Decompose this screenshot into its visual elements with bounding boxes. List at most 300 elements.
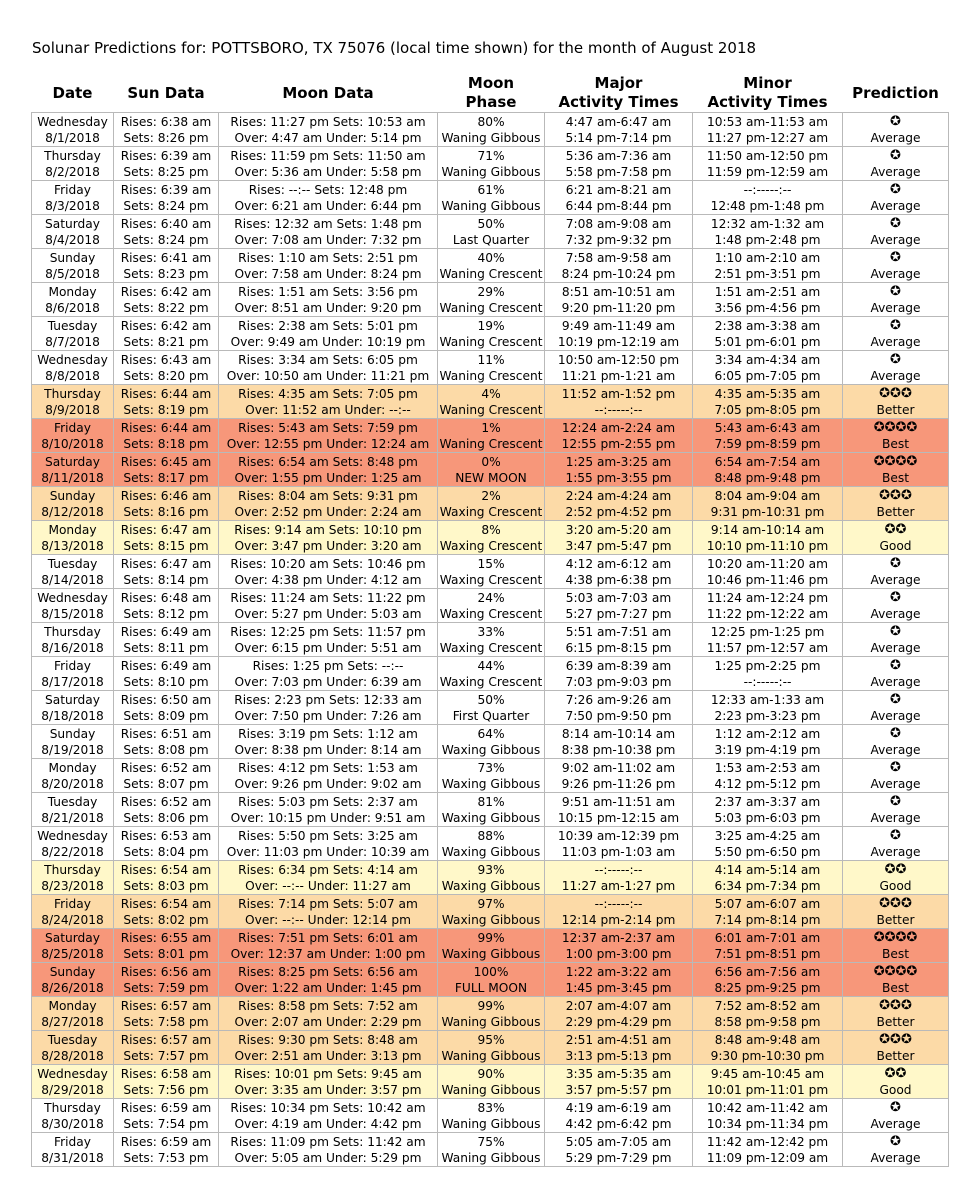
moon-over-under: Over: 10:50 am Under: 11:21 pm	[226, 368, 430, 383]
moon-phase-name: Waxing Gibbous	[441, 946, 541, 961]
sun-data-cell	[114, 827, 219, 861]
day-name: Wednesday	[37, 590, 108, 605]
prediction-label: Best	[882, 946, 909, 961]
table-row	[32, 759, 949, 793]
date-value: 8/29/2018	[41, 1082, 104, 1097]
moon-phase-cell	[438, 555, 545, 589]
moon-over-under: Over: 3:47 pm Under: 3:20 am	[234, 538, 422, 553]
prediction-cell	[843, 929, 949, 963]
moon-phase-cell	[438, 317, 545, 351]
table-row	[32, 1065, 949, 1099]
day-name: Saturday	[45, 930, 100, 945]
moon-illumination: 0%	[481, 454, 501, 469]
moon-rise-set: Rises: 8:04 am Sets: 9:31 pm	[238, 488, 418, 503]
rating-star-icon: ✪	[890, 1099, 901, 1115]
sun-data-cell	[114, 487, 219, 521]
major-time-1: 12:37 am-2:37 am	[561, 930, 676, 945]
rating-star-icon: ✪	[890, 113, 901, 129]
moon-rise-set: Rises: 1:51 am Sets: 3:56 pm	[238, 284, 418, 299]
moon-data-cell	[219, 861, 438, 895]
sun-data-cell	[114, 113, 219, 147]
sun-data-cell	[114, 385, 219, 419]
header-major-line2: Activity Times	[558, 93, 679, 111]
moon-rise-set: Rises: 5:03 pm Sets: 2:37 am	[238, 794, 418, 809]
moon-phase-name: Waning Crescent	[439, 266, 543, 281]
minor-time-1: 12:32 am-1:32 am	[710, 216, 825, 231]
day-name: Wednesday	[37, 114, 108, 129]
prediction-cell	[843, 453, 949, 487]
date-value: 8/18/2018	[41, 708, 104, 723]
sunrise: Rises: 6:39 am	[120, 148, 212, 163]
day-name: Tuesday	[47, 318, 98, 333]
sunset: Sets: 8:10 pm	[123, 674, 209, 689]
date-value: 8/5/2018	[45, 266, 100, 281]
moon-phase-cell	[438, 963, 545, 997]
sunset: Sets: 8:23 pm	[123, 266, 209, 281]
moon-data-cell	[219, 759, 438, 793]
moon-data-cell	[219, 623, 438, 657]
header-moon-phase-line2: Phase	[465, 93, 517, 111]
moon-illumination: 61%	[477, 182, 505, 197]
minor-activity-cell	[693, 657, 843, 691]
day-name: Wednesday	[37, 352, 108, 367]
moon-rise-set: Rises: 1:25 pm Sets: --:--	[252, 658, 404, 673]
moon-data-cell	[219, 215, 438, 249]
minor-activity-cell	[693, 963, 843, 997]
major-time-2: 11:03 pm-1:03 am	[561, 844, 676, 859]
minor-activity-cell	[693, 385, 843, 419]
moon-rise-set: Rises: 8:25 pm Sets: 6:56 am	[238, 964, 418, 979]
date-value: 8/1/2018	[45, 130, 100, 145]
day-name: Monday	[48, 522, 97, 537]
day-name: Saturday	[45, 692, 100, 707]
sunrise: Rises: 6:58 am	[120, 1066, 212, 1081]
moon-illumination: 15%	[477, 556, 505, 571]
moon-data-cell	[219, 589, 438, 623]
prediction-cell	[843, 487, 949, 521]
moon-phase-cell	[438, 521, 545, 555]
date-value: 8/15/2018	[41, 606, 104, 621]
moon-phase-name: Waxing Gibbous	[441, 776, 541, 791]
sunrise: Rises: 6:51 am	[120, 726, 212, 741]
prediction-cell	[843, 283, 949, 317]
table-row	[32, 249, 949, 283]
prediction-cell	[843, 963, 949, 997]
minor-time-1: 1:25 pm-2:25 pm	[714, 658, 821, 673]
sunset: Sets: 8:26 pm	[123, 130, 209, 145]
table-row	[32, 487, 949, 521]
major-time-2: --:-----:--	[594, 402, 643, 417]
prediction-cell	[843, 827, 949, 861]
sunrise: Rises: 6:39 am	[120, 182, 212, 197]
date-value: 8/14/2018	[41, 572, 104, 587]
sun-data-cell	[114, 555, 219, 589]
day-name: Monday	[48, 284, 97, 299]
minor-activity-cell	[693, 827, 843, 861]
moon-rise-set: Rises: 11:59 pm Sets: 11:50 am	[230, 148, 426, 163]
sunrise: Rises: 6:53 am	[120, 828, 212, 843]
date-cell	[32, 419, 114, 453]
minor-activity-cell	[693, 521, 843, 555]
minor-time-1: 11:50 am-12:50 pm	[706, 148, 829, 163]
moon-phase-cell	[438, 929, 545, 963]
moon-data-cell	[219, 895, 438, 929]
rating-star-icon: ✪	[890, 691, 901, 707]
minor-time-2: 8:58 pm-9:58 pm	[714, 1014, 821, 1029]
moon-phase-name: Waxing Gibbous	[441, 844, 541, 859]
rating-star-icon: ✪✪✪	[879, 1031, 912, 1047]
page-title: Solunar Predictions for: POTTSBORO, TX 75076 (local time shown) for the month of August 2018	[32, 39, 757, 57]
prediction-label: Average	[870, 606, 921, 621]
moon-data-cell	[219, 1099, 438, 1133]
major-activity-cell	[545, 249, 693, 283]
major-time-1: 4:47 am-6:47 am	[565, 114, 672, 129]
sunset: Sets: 7:58 pm	[123, 1014, 209, 1029]
date-cell	[32, 929, 114, 963]
prediction-label: Average	[870, 1116, 921, 1131]
minor-time-2: 3:56 pm-4:56 pm	[714, 300, 821, 315]
moon-rise-set: Rises: 7:14 pm Sets: 5:07 am	[238, 896, 418, 911]
day-name: Wednesday	[37, 1066, 108, 1081]
moon-rise-set: Rises: 10:01 pm Sets: 9:45 am	[234, 1066, 422, 1081]
rating-star-icon: ✪✪	[884, 861, 907, 877]
moon-phase-name: Waxing Crescent	[439, 640, 543, 655]
rating-star-icon: ✪✪✪	[879, 385, 912, 401]
moon-data-cell	[219, 249, 438, 283]
rating-star-icon: ✪	[890, 555, 901, 571]
moon-over-under: Over: 4:19 am Under: 4:42 pm	[234, 1116, 422, 1131]
rating-star-icon: ✪	[890, 249, 901, 265]
date-cell	[32, 759, 114, 793]
major-time-1: 3:35 am-5:35 am	[565, 1066, 672, 1081]
sun-data-cell	[114, 317, 219, 351]
sunset: Sets: 8:12 pm	[123, 606, 209, 621]
major-time-1: 7:58 am-9:58 am	[565, 250, 672, 265]
moon-illumination: 11%	[477, 352, 505, 367]
prediction-cell	[843, 997, 949, 1031]
minor-time-1: --:-----:--	[743, 182, 792, 197]
date-value: 8/22/2018	[41, 844, 104, 859]
major-time-2: 3:57 pm-5:57 pm	[565, 1082, 672, 1097]
moon-illumination: 100%	[473, 964, 509, 979]
minor-time-1: 3:25 am-4:25 am	[714, 828, 821, 843]
sunrise: Rises: 6:40 am	[120, 216, 212, 231]
sunrise: Rises: 6:42 am	[120, 284, 212, 299]
rating-star-icon: ✪✪	[884, 1065, 907, 1081]
minor-time-1: 4:35 am-5:35 am	[714, 386, 821, 401]
date-cell	[32, 793, 114, 827]
prediction-label: Average	[870, 776, 921, 791]
major-time-1: 7:08 am-9:08 am	[565, 216, 672, 231]
major-time-1: 1:25 am-3:25 am	[565, 454, 672, 469]
prediction-cell	[843, 793, 949, 827]
minor-time-2: 9:31 pm-10:31 pm	[710, 504, 825, 519]
sun-data-cell	[114, 147, 219, 181]
day-name: Monday	[48, 998, 97, 1013]
sunset: Sets: 7:54 pm	[123, 1116, 209, 1131]
moon-phase-cell	[438, 215, 545, 249]
moon-data-cell	[219, 827, 438, 861]
sun-data-cell	[114, 929, 219, 963]
date-cell	[32, 453, 114, 487]
moon-data-cell	[219, 453, 438, 487]
prediction-cell	[843, 147, 949, 181]
table-row	[32, 623, 949, 657]
moon-rise-set: Rises: 3:19 pm Sets: 1:12 am	[238, 726, 418, 741]
moon-phase-cell	[438, 283, 545, 317]
prediction-label: Best	[882, 436, 909, 451]
rating-star-icon: ✪	[890, 759, 901, 775]
minor-time-1: 4:14 am-5:14 am	[714, 862, 821, 877]
rating-star-icon: ✪	[890, 793, 901, 809]
moon-phase-cell	[438, 1065, 545, 1099]
moon-illumination: 24%	[477, 590, 505, 605]
table-row	[32, 419, 949, 453]
prediction-cell	[843, 589, 949, 623]
header-prediction: Prediction	[852, 83, 939, 102]
moon-rise-set: Rises: 4:12 pm Sets: 1:53 am	[238, 760, 418, 775]
major-time-2: 4:38 pm-6:38 pm	[565, 572, 672, 587]
sunrise: Rises: 6:42 am	[120, 318, 212, 333]
day-name: Wednesday	[37, 828, 108, 843]
prediction-cell	[843, 317, 949, 351]
minor-time-2: 11:09 pm-12:09 am	[706, 1150, 829, 1165]
date-value: 8/12/2018	[41, 504, 104, 519]
moon-phase-name: Waxing Gibbous	[441, 742, 541, 757]
moon-over-under: Over: 7:03 pm Under: 6:39 am	[234, 674, 422, 689]
date-cell	[32, 963, 114, 997]
sunset: Sets: 8:06 pm	[123, 810, 209, 825]
prediction-label: Best	[882, 980, 909, 995]
major-time-1: 6:39 am-8:39 am	[565, 658, 672, 673]
date-value: 8/13/2018	[41, 538, 104, 553]
minor-time-1: 2:38 am-3:38 am	[714, 318, 821, 333]
moon-rise-set: Rises: 3:34 am Sets: 6:05 pm	[238, 352, 418, 367]
header-minor-activity	[693, 74, 843, 113]
day-name: Thursday	[44, 1100, 101, 1115]
sun-data-cell	[114, 215, 219, 249]
minor-time-2: 6:34 pm-7:34 pm	[714, 878, 821, 893]
sunset: Sets: 8:19 pm	[123, 402, 209, 417]
moon-rise-set: Rises: 12:25 pm Sets: 11:57 pm	[230, 624, 426, 639]
minor-time-2: 8:25 pm-9:25 pm	[714, 980, 821, 995]
minor-activity-cell	[693, 759, 843, 793]
sunrise: Rises: 6:54 am	[120, 896, 212, 911]
minor-time-2: 8:48 pm-9:48 pm	[714, 470, 821, 485]
sun-data-cell	[114, 657, 219, 691]
major-time-1: 12:24 am-2:24 am	[561, 420, 676, 435]
moon-rise-set: Rises: 5:43 am Sets: 7:59 pm	[238, 420, 418, 435]
major-time-1: 10:39 am-12:39 pm	[557, 828, 680, 843]
moon-data-cell	[219, 657, 438, 691]
day-name: Friday	[54, 658, 91, 673]
date-value: 8/7/2018	[45, 334, 100, 349]
sunrise: Rises: 6:44 am	[120, 386, 212, 401]
minor-activity-cell	[693, 861, 843, 895]
moon-phase-cell	[438, 657, 545, 691]
rating-star-icon: ✪	[890, 317, 901, 333]
minor-time-1: 11:24 am-12:24 pm	[706, 590, 829, 605]
date-value: 8/28/2018	[41, 1048, 104, 1063]
minor-activity-cell	[693, 1031, 843, 1065]
moon-phase-cell	[438, 487, 545, 521]
moon-over-under: Over: 1:55 pm Under: 1:25 am	[234, 470, 422, 485]
prediction-cell	[843, 861, 949, 895]
table-header-row	[32, 74, 949, 113]
date-cell	[32, 487, 114, 521]
sun-data-cell	[114, 181, 219, 215]
moon-illumination: 75%	[477, 1134, 505, 1149]
prediction-cell	[843, 725, 949, 759]
moon-phase-cell	[438, 1099, 545, 1133]
moon-rise-set: Rises: 10:20 am Sets: 10:46 pm	[230, 556, 426, 571]
date-cell	[32, 215, 114, 249]
day-name: Saturday	[45, 454, 100, 469]
sunrise: Rises: 6:52 am	[120, 760, 212, 775]
sunset: Sets: 8:21 pm	[123, 334, 209, 349]
table-row	[32, 147, 949, 181]
moon-phase-cell	[438, 793, 545, 827]
major-activity-cell	[545, 1031, 693, 1065]
table-row	[32, 1031, 949, 1065]
minor-time-2: 11:27 pm-12:27 am	[706, 130, 829, 145]
moon-phase-name: Waxing Crescent	[439, 674, 543, 689]
sun-data-cell	[114, 1065, 219, 1099]
moon-over-under: Over: 11:52 am Under: --:--	[245, 402, 411, 417]
prediction-label: Average	[870, 674, 921, 689]
moon-illumination: 73%	[477, 760, 505, 775]
date-value: 8/6/2018	[45, 300, 100, 315]
rating-star-icon: ✪✪✪✪	[873, 419, 918, 435]
rating-star-icon: ✪	[890, 283, 901, 299]
moon-rise-set: Rises: 9:30 pm Sets: 8:48 am	[238, 1032, 418, 1047]
minor-time-1: 1:51 am-2:51 am	[714, 284, 821, 299]
moon-phase-name: Waning Gibbous	[441, 198, 541, 213]
minor-time-1: 1:12 am-2:12 am	[714, 726, 821, 741]
minor-time-1: 12:25 pm-1:25 pm	[710, 624, 825, 639]
prediction-cell	[843, 385, 949, 419]
moon-phase-name: Waxing Gibbous	[441, 912, 541, 927]
moon-rise-set: Rises: 7:51 pm Sets: 6:01 am	[238, 930, 418, 945]
major-activity-cell	[545, 555, 693, 589]
moon-phase-cell	[438, 1133, 545, 1167]
moon-data-cell	[219, 283, 438, 317]
table-row	[32, 283, 949, 317]
major-activity-cell	[545, 351, 693, 385]
major-activity-cell	[545, 113, 693, 147]
rating-star-icon: ✪	[890, 351, 901, 367]
major-time-2: 1:00 pm-3:00 pm	[565, 946, 672, 961]
moon-over-under: Over: 7:58 am Under: 8:24 pm	[234, 266, 422, 281]
moon-rise-set: Rises: --:-- Sets: 12:48 pm	[248, 182, 408, 197]
date-cell	[32, 1133, 114, 1167]
table-row	[32, 1099, 949, 1133]
minor-time-2: 1:48 pm-2:48 pm	[714, 232, 821, 247]
moon-over-under: Over: 9:26 pm Under: 9:02 am	[234, 776, 422, 791]
prediction-cell	[843, 895, 949, 929]
moon-phase-name: Waxing Gibbous	[441, 878, 541, 893]
day-name: Thursday	[44, 624, 101, 639]
moon-phase-name: Waning Gibbous	[441, 1014, 541, 1029]
prediction-label: Average	[870, 844, 921, 859]
prediction-label: Average	[870, 1150, 921, 1165]
minor-time-1: 10:42 am-11:42 am	[706, 1100, 829, 1115]
table-row	[32, 385, 949, 419]
major-time-2: 10:15 pm-12:15 am	[557, 810, 680, 825]
date-value: 8/23/2018	[41, 878, 104, 893]
rating-star-icon: ✪✪✪	[879, 895, 912, 911]
minor-time-2: 10:01 pm-11:01 pm	[706, 1082, 829, 1097]
minor-time-1: 8:04 am-9:04 am	[714, 488, 821, 503]
minor-time-2: 12:48 pm-1:48 pm	[710, 198, 825, 213]
rating-star-icon: ✪	[890, 657, 901, 673]
minor-activity-cell	[693, 793, 843, 827]
table-row	[32, 113, 949, 147]
moon-over-under: Over: 4:47 am Under: 5:14 pm	[234, 130, 422, 145]
date-value: 8/8/2018	[45, 368, 100, 383]
minor-activity-cell	[693, 997, 843, 1031]
minor-activity-cell	[693, 419, 843, 453]
date-cell	[32, 827, 114, 861]
major-activity-cell	[545, 929, 693, 963]
date-cell	[32, 997, 114, 1031]
day-name: Friday	[54, 1134, 91, 1149]
moon-over-under: Over: 3:35 am Under: 3:57 pm	[234, 1082, 422, 1097]
moon-phase-cell	[438, 589, 545, 623]
rating-star-icon: ✪	[890, 725, 901, 741]
prediction-cell	[843, 113, 949, 147]
major-time-2: 6:15 pm-8:15 pm	[565, 640, 672, 655]
date-cell	[32, 283, 114, 317]
sun-data-cell	[114, 793, 219, 827]
minor-time-1: 6:56 am-7:56 am	[714, 964, 821, 979]
major-activity-cell	[545, 759, 693, 793]
moon-rise-set: Rises: 2:38 am Sets: 5:01 pm	[238, 318, 418, 333]
rating-star-icon: ✪	[890, 181, 901, 197]
header-moon-phase	[438, 74, 545, 113]
major-time-2: 6:44 pm-8:44 pm	[565, 198, 672, 213]
major-time-1: 5:36 am-7:36 am	[565, 148, 672, 163]
minor-time-2: 7:05 pm-8:05 pm	[714, 402, 821, 417]
minor-time-1: 2:37 am-3:37 am	[714, 794, 821, 809]
prediction-cell	[843, 351, 949, 385]
minor-time-2: 3:19 pm-4:19 pm	[714, 742, 821, 757]
sun-data-cell	[114, 997, 219, 1031]
moon-over-under: Over: 8:38 pm Under: 8:14 am	[234, 742, 422, 757]
prediction-label: Average	[870, 708, 921, 723]
prediction-label: Average	[870, 198, 921, 213]
major-activity-cell	[545, 521, 693, 555]
major-activity-cell	[545, 691, 693, 725]
rating-star-icon: ✪	[890, 215, 901, 231]
sun-data-cell	[114, 351, 219, 385]
table-row	[32, 827, 949, 861]
rating-star-icon: ✪	[890, 1133, 901, 1149]
table-row	[32, 181, 949, 215]
sunrise: Rises: 6:59 am	[120, 1100, 212, 1115]
major-time-1: 8:51 am-10:51 am	[561, 284, 676, 299]
sunrise: Rises: 6:45 am	[120, 454, 212, 469]
sunrise: Rises: 6:56 am	[120, 964, 212, 979]
major-activity-cell	[545, 793, 693, 827]
minor-activity-cell	[693, 1099, 843, 1133]
table-row	[32, 929, 949, 963]
moon-phase-cell	[438, 1031, 545, 1065]
major-time-1: 7:26 am-9:26 am	[565, 692, 672, 707]
date-value: 8/30/2018	[41, 1116, 104, 1131]
table-row	[32, 895, 949, 929]
moon-data-cell	[219, 691, 438, 725]
